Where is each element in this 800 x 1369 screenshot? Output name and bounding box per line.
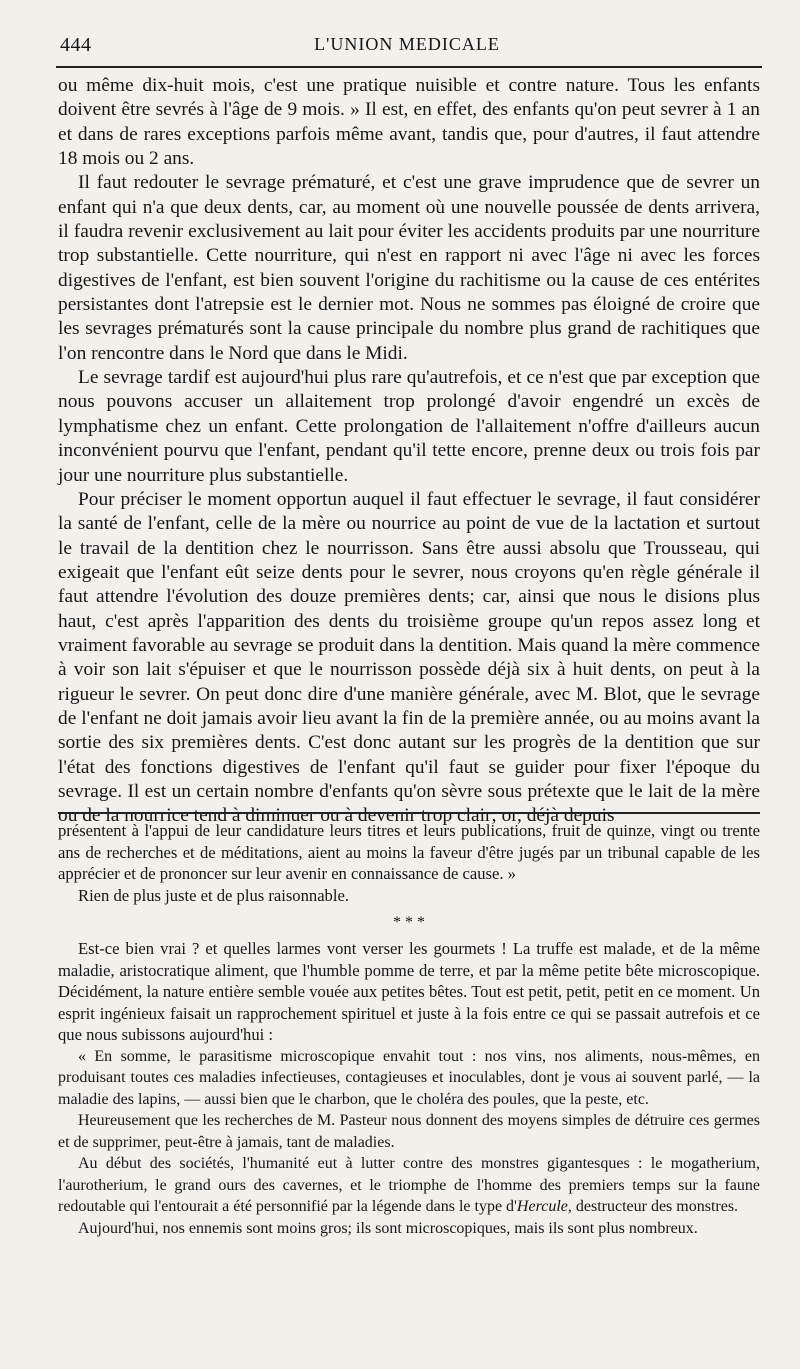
paragraph: Pour préciser le moment opportun auquel il faut effectuer le sevrage, il faut considérer la santé de l'enfant, celle de la mère ou nourrice au point de vue de la lactation et surtout le travail de la dentition chez le nourrisson. Sans être aussi absolu que Trousseau, qui exigeait que l'enfant eût seize dents pour le sevrer, nous croyons qu'en règle générale il faut attendre l'évolution des douze premières dents; car, ainsi que nous le disions plus haut, c'est après l'apparition des dents du troisième groupe qu'un repos assez long et vraiment favorable au sevrage se produit dans la dentition. Mais quand la mère commence à voir son lait s'épuiser et que le nourrisson possède déjà six à huit dents, on peut à la rigueur le sevrer. On peut donc dire d'une manière générale, avec M. Blot, que le sevrage de l'enfant ne doit jamais avoir lieu avant la fin de la première année, ou au moins avant la sortie des six premières dents. C'est donc autant sur les progrès de la dentition que sur l'état des fonctions digestives de l'enfant qu'il faut se guider pour fixer l'époque du sevrage. Il est un certain nombre d'enfants qu'on sèvre sous prétexte que le lait de la mère ou de la nourrice tend à diminuer ou à devenir trop clair; or, déjà depuis (58, 488, 760, 827)
running-title: L'UNION MEDICALE (314, 34, 500, 54)
italic-name: Hercule (516, 1198, 568, 1215)
paragraph: présentent à l'appui de leur candidature leurs titres et leurs publications, fruit de quinze, vingt ou trente ans de recherches et de méditations, aient au moins la faveur d'être jugés par un tribunal capable de les apprécier et de prononcer sur leur avenir en connaissance de cause. » (58, 821, 760, 883)
quoted-paragraph: Heureusement que les recherches de M. Pasteur nous donnent des moyens simples de détruire ces germes et de supprimer, peut-être à jamais, tant de maladies. (58, 1112, 760, 1151)
page-header (60, 30, 754, 62)
header-rule (56, 66, 762, 68)
main-article (58, 74, 760, 829)
quoted-paragraph (58, 1153, 760, 1218)
feuilleton-separator (58, 812, 760, 814)
text-run: , destructeur des monstres. (567, 1198, 739, 1215)
section-break-asterisks: * * * (393, 914, 425, 931)
feuilleton-section (58, 820, 760, 1239)
page-number: 444 (60, 34, 92, 56)
quoted-paragraph: Aujourd'hui, nos ennemis sont moins gros; ils sont microscopiques, mais ils sont plus nombreux. (78, 1219, 698, 1237)
paragraph: Rien de plus juste et de plus raisonnable. (78, 885, 349, 905)
paragraph: Il faut redouter le sevrage prématuré, et c'est une grave imprudence que de sevrer un enfant qui n'a que deux dents, car, au moment où une nouvelle poussée de dents arrivera, il faudra revenir exclusivement au lait pour éviter les accidents produits par une nourriture trop substantielle. Cette nourriture, qui n'est en rapport ni avec l'âge ni avec les forces digestives de l'enfant, est bien souvent l'origine du rachitisme ou la cause de ces entérites persistantes dont l'atrepsie est le dernier mot. Nous ne sommes pas éloigné de croire que les sevrages prématurés sont la cause principale du nombre plus grand de rachitiques que l'on rencontre dans le Nord que dans le Midi. (58, 172, 760, 364)
paragraph: Le sevrage tardif est aujourd'hui plus rare qu'autrefois, et ce n'est que par exception que nous pouvons accuser un allaitement trop prolongé d'avoir engendré un excès de lymphatisme chez un enfant. Cette prolongation de l'allaitement n'offre d'ailleurs aucun inconvénient pourvu que l'enfant, pendant qu'il tette encore, prenne deux ou trois fois par jour une nourriture plus substantielle. (58, 367, 760, 486)
paragraph: ou même dix-huit mois, c'est une pratique nuisible et contre nature. Tous les enfants doivent être sevrés à l'âge de 9 mois. » Il est, en effet, des enfants qu'on peut sevrer à 1 an et dans de rares exceptions parfois même avant, tandis que, pour d'autres, il faut attendre 18 mois ou 2 ans. (58, 75, 760, 170)
text-run: Au début des sociétés, l'humanité eut à lutter contre des monstres gigantesques : le mogatherium, l'aurotherium, le grand ours des cavernes, et le triomphe de l'homme des premiers temps sur la faune redoutable qui l'entourait a été personnifié par la légende dans le type d' (58, 1155, 760, 1215)
paragraph: Est-ce bien vrai ? et quelles larmes vont verser les gourmets ! La truffe est malade, et de la même maladie, aristocratique aliment, que l'humble pomme de terre, et par la même petite bête microscopique. Décidément, la nature entière semble vouée aux petites bêtes. Tout est petit, petit, petit en ce moment. Un esprit ingénieux faisait un rapprochement spirituel et juste à la fois entre ce qui se passait autrefois et ce que nous subissons aujourd'hui : (58, 939, 760, 1044)
quoted-paragraph: « En somme, le parasitisme microscopique envahit tout : nos vins, nos aliments, nous-mêmes, en produisant toutes ces maladies infectieuses, contagieuses et inoculables, dont je vous ai souvent parlé, — la maladie des lapins, — aussi bien que le charbon, que le choléra des poules, que la peste, etc. (58, 1047, 760, 1108)
